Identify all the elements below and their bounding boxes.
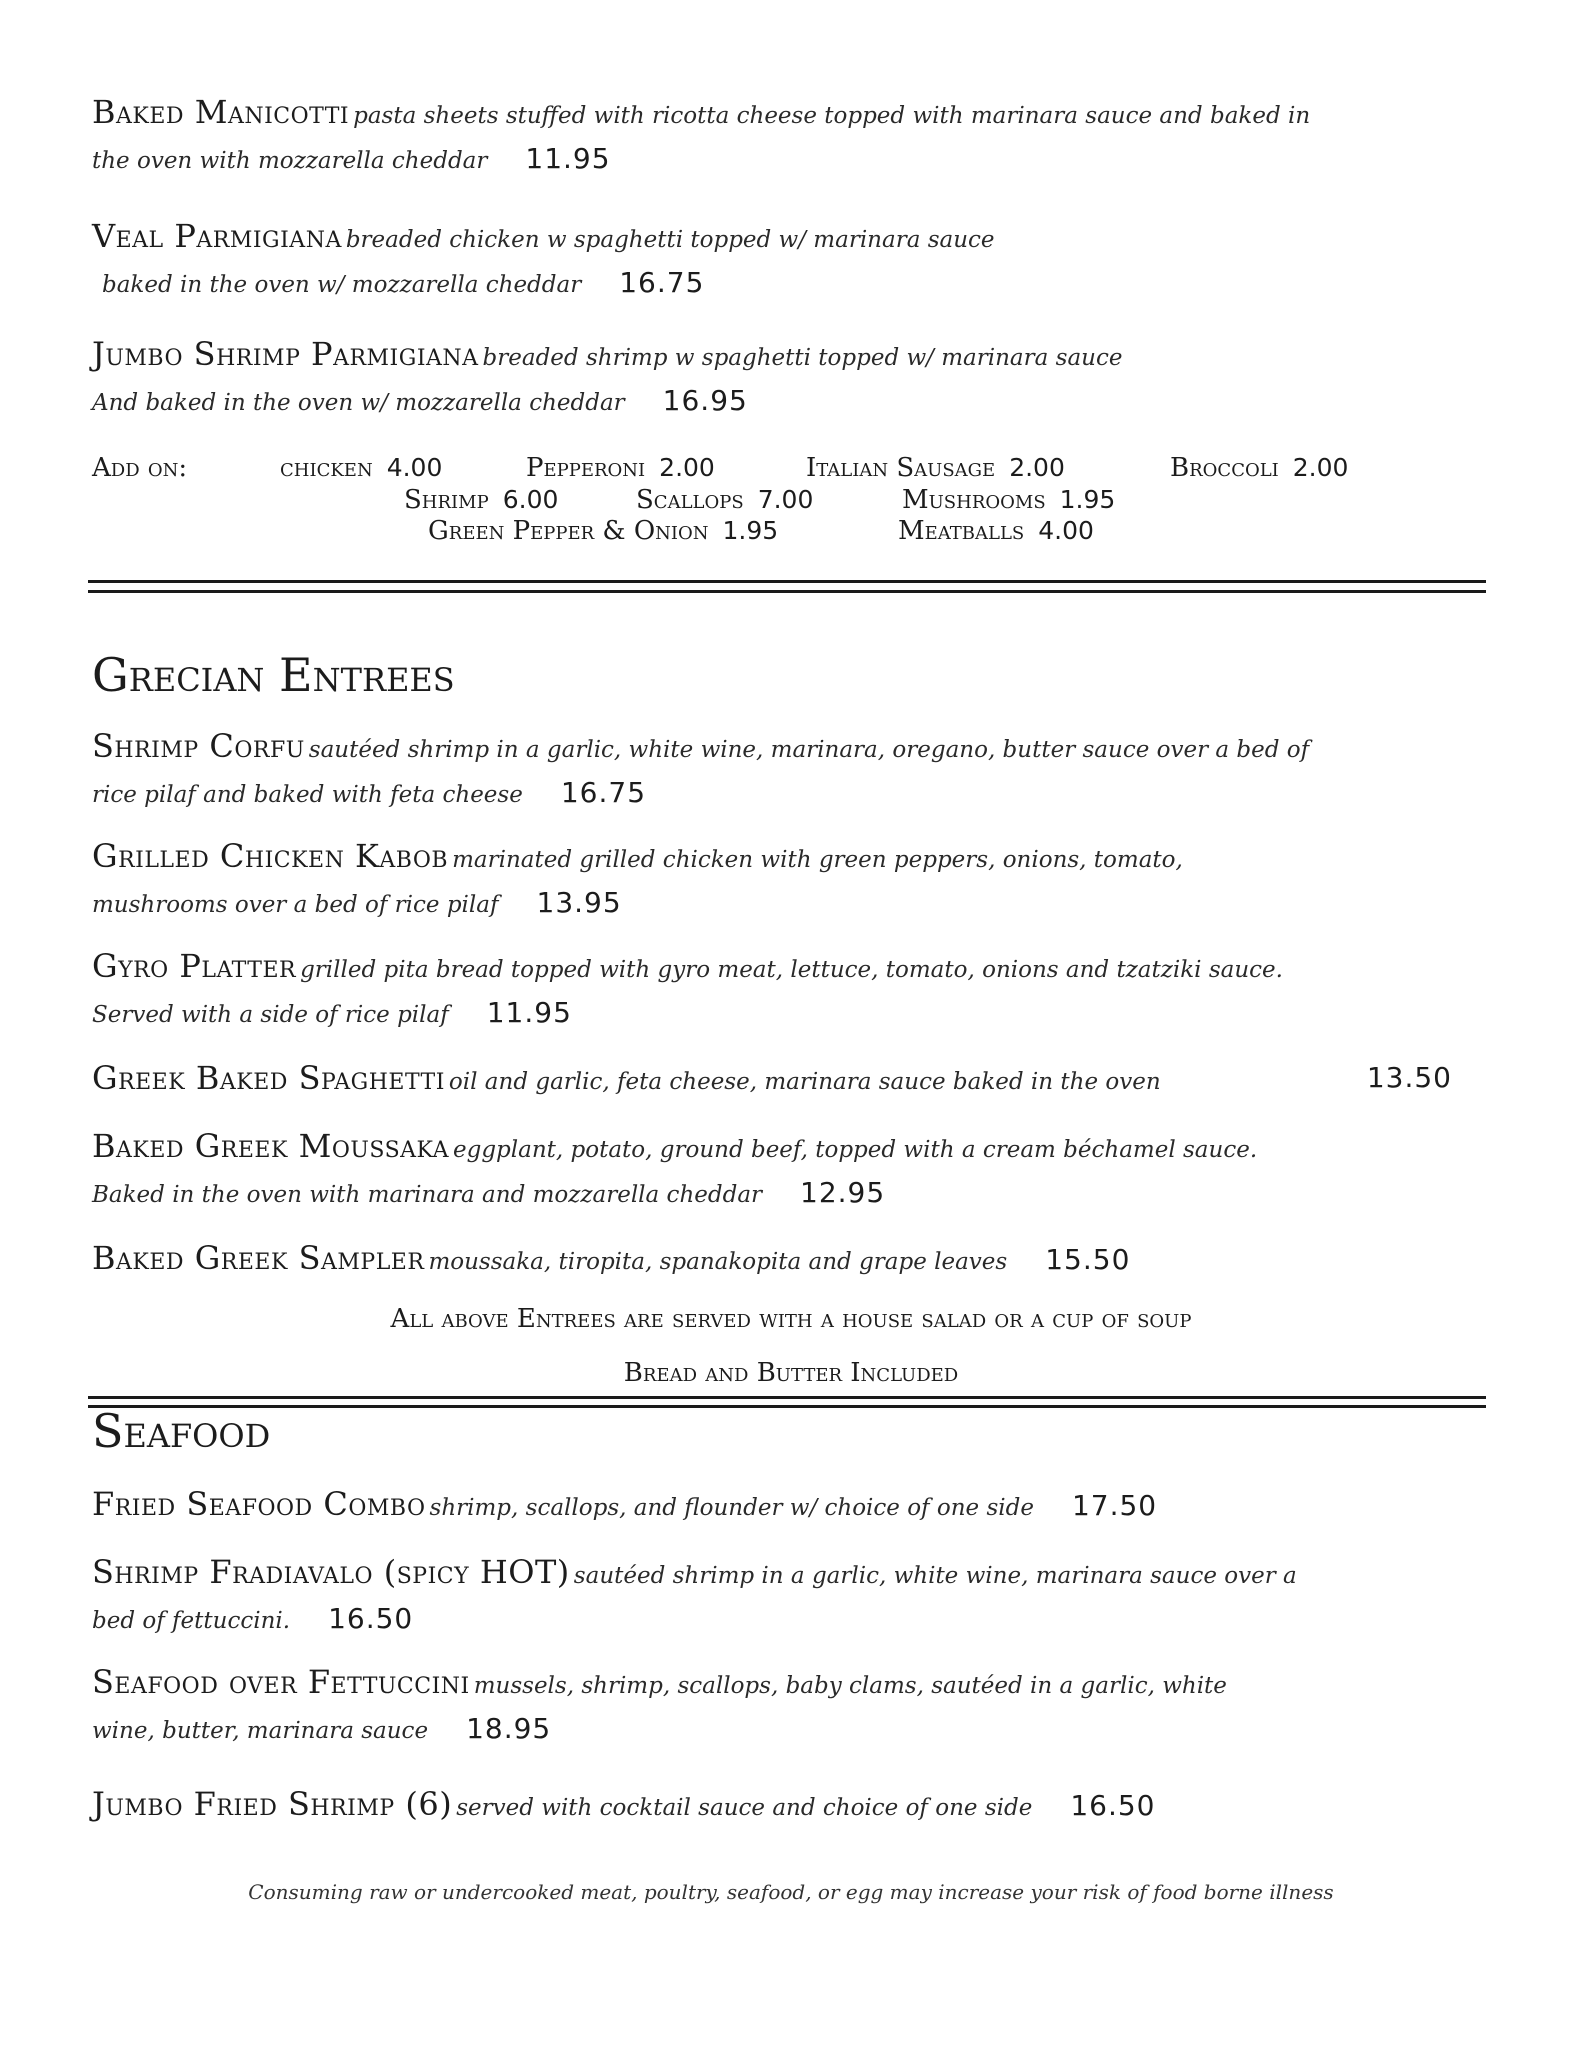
item-name: Veal Parmigiana — [92, 217, 342, 255]
menu-item-baked-greek-moussaka — [92, 1126, 1492, 1218]
addon-price: 6.00 — [502, 485, 559, 514]
addons-label: Add on: — [92, 453, 188, 483]
addon-name: Meatballs — [898, 516, 1025, 546]
item-description-cont: Served with a side of rice pilaf — [92, 1002, 449, 1028]
item-description: marinated grilled chicken with green peppers, onions, tomato, — [452, 847, 1183, 873]
divider-line — [88, 590, 1486, 593]
item-name: Baked Greek Moussaka — [92, 1127, 449, 1165]
item-description-cont: And baked in the oven w/ mozzarella cheddar — [92, 390, 625, 416]
item-name: Gyro Platter — [92, 947, 297, 985]
item-description: served with cocktail sauce and choice of one side — [456, 1795, 1033, 1821]
menu-item-baked-greek-sampler — [92, 1238, 1492, 1285]
menu-item-veal-parmigiana — [92, 216, 1492, 308]
addon-price: 4.00 — [1038, 516, 1094, 545]
item-price: 16.95 — [662, 384, 748, 417]
addon-chicken — [280, 452, 442, 484]
item-description-cont: mushrooms over a bed of rice pilaf — [92, 892, 499, 918]
addon-green-pepper-onion — [428, 515, 778, 547]
item-price: 16.75 — [619, 266, 705, 299]
menu-item-shrimp-corfu — [92, 726, 1492, 818]
menu-item-fried-seafood-combo — [92, 1484, 1492, 1531]
divider-line — [88, 1405, 1486, 1408]
addon-broccoli — [1170, 452, 1348, 484]
menu-item-greek-baked-spaghetti — [92, 1058, 1492, 1105]
item-description-cont: wine, butter, marinara sauce — [92, 1718, 429, 1744]
item-description: mussels, shrimp, scallops, baby clams, sautéed in a garlic, white — [473, 1673, 1227, 1699]
item-description: sautéed shrimp in a garlic, white wine, marinara, oregano, butter sauce over a bed of — [308, 737, 1310, 763]
addon-price: 7.00 — [757, 485, 814, 514]
addon-price: 1.95 — [1059, 485, 1116, 514]
divider-line — [88, 580, 1486, 583]
item-price: 17.50 — [1071, 1489, 1158, 1522]
item-price: 12.95 — [800, 1176, 886, 1209]
item-name: Jumbo Shrimp Parmigiana — [92, 335, 479, 373]
item-name: Baked Manicotti — [92, 93, 350, 131]
item-price: 15.50 — [1045, 1243, 1131, 1276]
section-heading-grecian: Grecian Entrees — [92, 648, 455, 702]
item-description: breaded shrimp w spaghetti topped w/ marinara sauce — [482, 345, 1123, 371]
addon-name: Green Pepper & Onion — [428, 516, 709, 546]
menu-item-baked-manicotti — [92, 92, 1492, 184]
item-price: 13.95 — [536, 886, 622, 919]
item-description: oil and garlic, feta cheese, marinara sauce baked in the oven — [448, 1069, 1161, 1095]
item-name: Shrimp Fradiavalo (spicy HOT) — [92, 1553, 570, 1591]
addon-price: 2.00 — [659, 453, 715, 482]
addon-italian-sausage — [806, 452, 1065, 484]
item-description: grilled pita bread topped with gyro meat, lettuce, tomato, onions and tzatziki sauce. — [300, 957, 1283, 983]
addon-name: Scallops — [636, 485, 744, 515]
item-price: 11.95 — [525, 142, 611, 175]
entree-note: All above Entrees are served with a house salad or a cup of soup — [390, 1304, 1192, 1334]
item-description: sautéed shrimp in a garlic, white wine, marinara sauce over a — [573, 1563, 1297, 1589]
item-description-cont: bed of fettuccini. — [92, 1608, 291, 1634]
item-name: Greek Baked Spaghetti — [92, 1059, 445, 1097]
addon-name: Broccoli — [1170, 453, 1279, 483]
addon-name: Italian Sausage — [806, 453, 996, 483]
item-description: eggplant, potato, ground beef, topped with a cream béchamel sauce. — [452, 1137, 1258, 1163]
divider-line — [88, 1396, 1486, 1399]
item-name: Seafood over Fettuccini — [92, 1663, 470, 1701]
item-description-cont: baked in the oven w/ mozzarella cheddar — [102, 272, 582, 298]
addon-price: 1.95 — [722, 516, 779, 545]
item-price: 18.95 — [466, 1712, 552, 1745]
addon-name: Pepperoni — [526, 453, 646, 483]
addon-price: 2.00 — [1009, 453, 1065, 482]
item-name: Fried Seafood Combo — [92, 1485, 426, 1523]
item-name: Baked Greek Sampler — [92, 1239, 425, 1277]
item-description: breaded chicken w spaghetti topped w/ marinara sauce — [345, 227, 995, 253]
item-price: 16.75 — [560, 776, 647, 809]
addon-pepperoni — [526, 452, 715, 484]
addon-price: 4.00 — [386, 453, 443, 482]
food-safety-disclaimer: Consuming raw or undercooked meat, poultry, seafood, or egg may increase your risk of food borne illness — [248, 1880, 1334, 1904]
item-description-cont: Baked in the oven with marinara and mozzarella cheddar — [92, 1182, 763, 1208]
item-description-cont: rice pilaf and baked with feta cheese — [92, 782, 523, 808]
item-price: 13.50 — [1366, 1061, 1452, 1094]
addon-name: chicken — [280, 453, 373, 483]
menu-item-grilled-chicken-kabob — [92, 836, 1492, 928]
menu-item-shrimp-fradiavalo — [92, 1552, 1492, 1644]
item-description: moussaka, tiropita, spanakopita and grape leaves — [428, 1249, 1008, 1275]
item-name: Shrimp Corfu — [92, 727, 305, 765]
item-name: Grilled Chicken Kabob — [92, 837, 449, 875]
addon-scallops — [636, 484, 813, 516]
item-price: 16.50 — [1070, 1789, 1156, 1822]
item-price: 11.95 — [486, 996, 572, 1029]
menu-item-jumbo-shrimp-parmigiana — [92, 334, 1492, 426]
item-name: Jumbo Fried Shrimp (6) — [92, 1785, 453, 1823]
addon-meatballs — [898, 515, 1094, 547]
bread-note: Bread and Butter Included — [623, 1358, 959, 1388]
item-description: pasta sheets stuffed with ricotta cheese topped with marinara sauce and baked in — [353, 103, 1311, 129]
addon-price: 2.00 — [1292, 453, 1349, 482]
addon-name: Shrimp — [404, 485, 489, 515]
menu-item-seafood-over-fettuccini — [92, 1662, 1492, 1754]
menu-item-jumbo-fried-shrimp — [92, 1784, 1492, 1831]
section-heading-seafood: Seafood — [92, 1404, 271, 1458]
item-description: shrimp, scallops, and flounder w/ choice of one side — [429, 1495, 1034, 1521]
item-description-cont: the oven with mozzarella cheddar — [92, 148, 488, 174]
addon-name: Mushrooms — [902, 485, 1046, 515]
addon-shrimp — [404, 484, 558, 516]
addon-mushrooms — [902, 484, 1115, 516]
menu-item-gyro-platter — [92, 946, 1492, 1038]
item-price: 16.50 — [328, 1602, 414, 1635]
